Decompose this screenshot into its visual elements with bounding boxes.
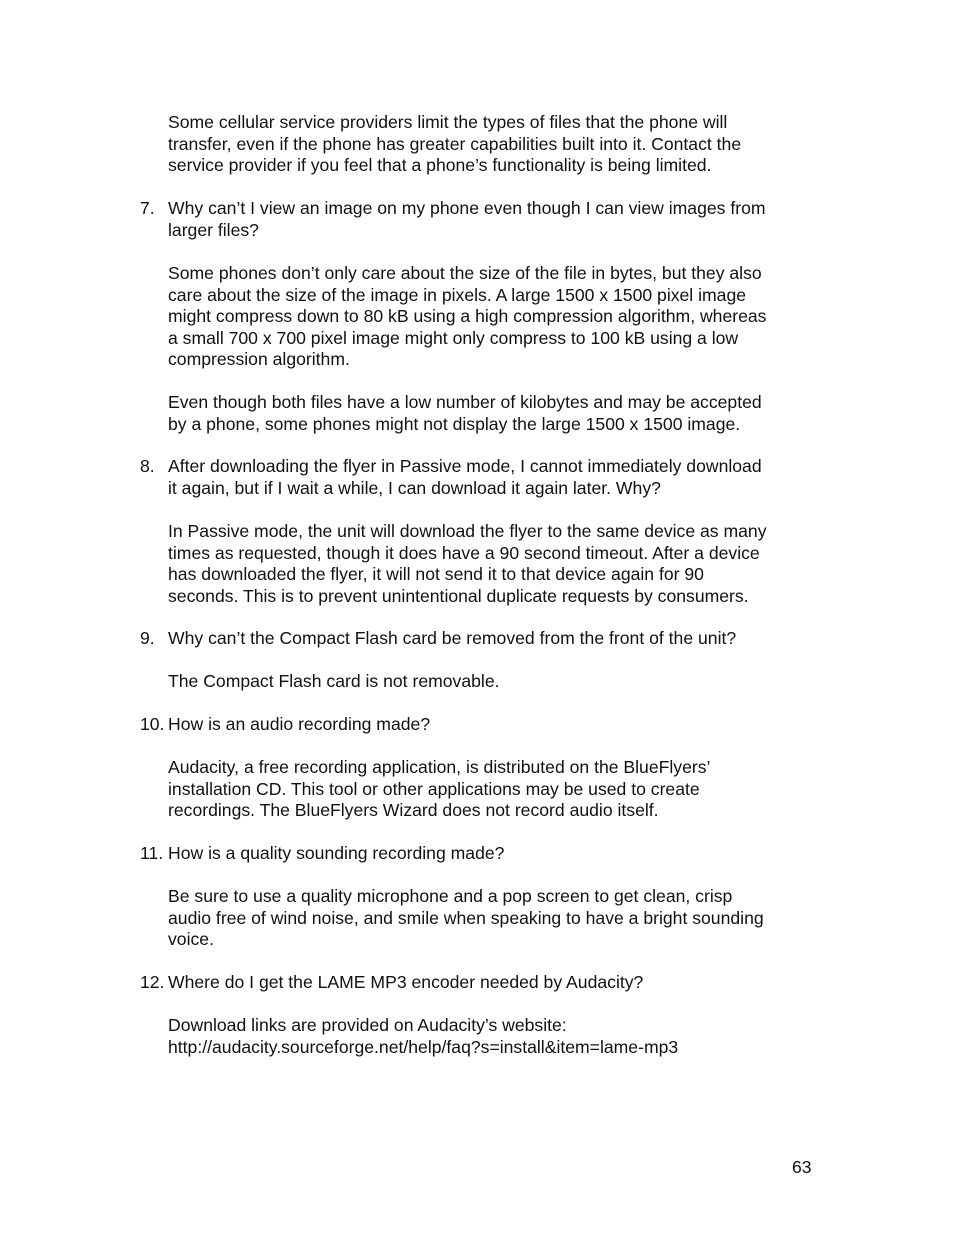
faq-9-answer: The Compact Flash card is not removable. — [168, 671, 500, 691]
faq-11-number: 11. — [140, 843, 164, 863]
faq-10-answer: Audacity, a free recording application, is distributed on the BlueFlyers’ installation CD. This tool or other applications may be used to create recordings. The BlueFlyers Wizard does not record audio itself. — [168, 757, 711, 820]
faq-8-question: After downloading the flyer in Passive mode, I cannot immediately download it again, but if I wait a while, I can download it again later. Why? — [168, 456, 762, 498]
lame-mp3-url: http://audacity.sourceforge.net/help/faq?s=install&item=lame-mp3 — [168, 1037, 679, 1057]
faq-11-answer: Be sure to use a quality microphone and a pop screen to get clean, crisp audio free of wind noise, and smile when speaking to have a bright sounding voice. — [168, 886, 764, 949]
page-number: 63 — [792, 1157, 812, 1177]
faq-7-answer-2: Even though both files have a low number of kilobytes and may be accepted by a phone, some phones might not display the large 1500 x 1500 image. — [168, 392, 762, 434]
faq-7-number: 7. — [140, 198, 155, 218]
faq-8-answer: In Passive mode, the unit will download the flyer to the same device as many times as requested, though it does have a 90 second timeout. After a device has downloaded the flyer, it will not send it to that device again for 90 seconds. This is to prevent unintentional duplicate requests by consumers. — [168, 521, 767, 606]
faq-10-number: 10. — [140, 714, 165, 734]
faq-12-number: 12. — [140, 972, 165, 992]
faq-12-answer: Download links are provided on Audacity’s website: — [168, 1015, 567, 1035]
faq-9-question: Why can’t the Compact Flash card be removed from the front of the unit? — [168, 628, 737, 648]
faq-9-number: 9. — [140, 628, 155, 648]
faq-10-question: How is an audio recording made? — [168, 714, 431, 734]
faq-7-answer-1: Some phones don’t only care about the size of the file in bytes, but they also care about the size of the image in pixels. A large 1500 x 1500 pixel image might compress down to 80 kB using a high compression algorithm, whereas a small 700 x 700 pixel image might only compress to 100 kB using a low compression algorithm. — [168, 263, 767, 369]
faq-12-question: Where do I get the LAME MP3 encoder needed by Audacity? — [168, 972, 644, 992]
faq-8-number: 8. — [140, 456, 155, 476]
faq-7-question: Why can’t I view an image on my phone even though I can view images from larger files? — [168, 198, 766, 240]
intro-answer: Some cellular service providers limit the types of files that the phone will transfer, even if the phone has greater capabilities built into it. Contact the service provider if you feel that a phone’s functionality is being limited. — [168, 112, 742, 175]
faq-11-question: How is a quality sounding recording made? — [168, 843, 505, 863]
